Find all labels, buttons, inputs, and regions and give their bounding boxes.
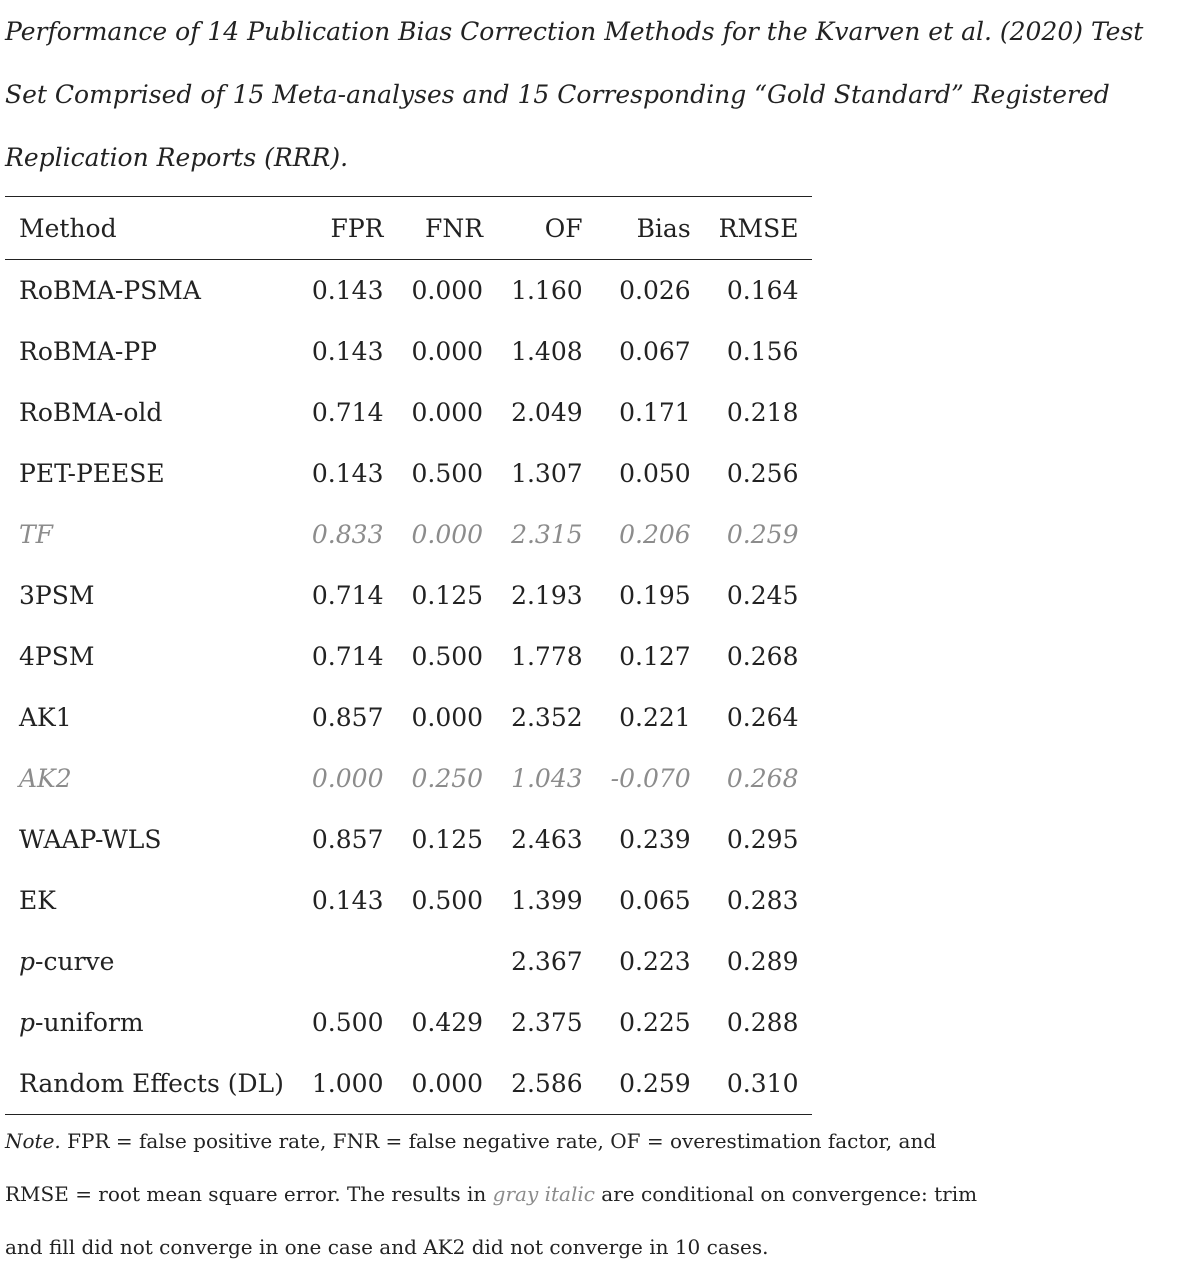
caption-line: Set Comprised of 15 Meta-analyses and 15 Corresponding “Gold Standard” Registered [5,80,1110,109]
cell-method [5,260,298,322]
cell-rmse: 0.218 [726,398,799,427]
cell-bias: -0.070 [610,764,691,793]
cell-method [5,321,298,382]
method-name: EK [19,886,56,915]
method-prefix: p [19,1008,36,1037]
cell-bias: 0.259 [619,1069,691,1098]
cell-of: 1.160 [511,276,583,305]
cell-rmse: 0.283 [726,886,799,915]
cell-rmse: 0.264 [726,703,799,732]
header-bias: Bias [636,213,691,243]
cell-of: 2.049 [511,398,583,427]
cell-fpr: 0.143 [311,886,384,915]
cell-fpr: 0.000 [311,764,384,793]
cell-bias: 0.221 [619,703,691,732]
cell-fpr: 1.000 [311,1069,384,1098]
cell-of: 2.586 [511,1069,583,1098]
cell-of: 1.408 [511,337,583,366]
cell-fpr: 0.714 [311,398,384,427]
cell-method [5,687,298,748]
cell-fnr: 0.125 [411,825,484,854]
cell-rmse: 0.256 [726,459,799,488]
cell-method [5,870,298,931]
cell-bias: 0.127 [619,642,691,671]
cell-method [5,443,298,504]
cell-fpr: 0.857 [311,703,384,732]
table-body [5,260,812,1115]
cell-rmse: 0.268 [726,642,799,671]
note-text: are conditional on convergence: trim [594,1182,978,1206]
method-prefix: p [19,947,36,976]
cell-fpr [298,931,398,992]
cell-method [5,931,298,992]
cell-of: 2.463 [511,825,583,854]
method-name: -curve [35,947,115,976]
cell-of: 2.375 [511,1008,583,1037]
cell-method [5,748,298,809]
caption-line: Performance of 14 Publication Bias Correction Methods for the Kvarven et al. (2020) Test [5,17,1144,46]
cell-method [5,1053,298,1115]
cell-bias: 0.050 [619,459,691,488]
note-line [5,1115,1191,1168]
cell-fpr: 0.143 [311,337,384,366]
cell-of: 2.352 [511,703,583,732]
table-row [5,321,812,382]
method-name: 4PSM [19,642,95,671]
header-fnr: FNR [425,213,484,243]
cell-rmse: 0.288 [726,1008,799,1037]
cell-bias: 0.067 [619,337,691,366]
cell-bias: 0.195 [619,581,691,610]
cell-rmse: 0.295 [726,825,799,854]
cell-method [5,565,298,626]
cell-fnr: 0.500 [411,642,484,671]
cell-bias: 0.065 [619,886,691,915]
cell-rmse: 0.156 [726,337,799,366]
caption-line: Replication Reports (RRR). [5,143,349,172]
cell-bias: 0.026 [619,276,691,305]
cell-rmse: 0.259 [726,520,799,549]
table-row [5,931,812,992]
cell-fnr: 0.125 [411,581,484,610]
cell-of: 2.315 [511,520,583,549]
cell-rmse: 0.164 [726,276,799,305]
header-row [5,197,812,260]
cell-bias: 0.171 [619,398,691,427]
note-label: Note. [5,1129,61,1153]
header-method: Method [19,213,117,243]
cell-fnr: 0.250 [411,764,484,793]
cell-fnr: 0.000 [411,703,484,732]
method-name: PET-PEESE [19,459,165,488]
cell-of: 1.399 [511,886,583,915]
cell-of: 1.043 [511,764,583,793]
note-line: and fill did not converge in one case and AK2 did not converge in 10 cases. [5,1235,769,1259]
cell-bias: 0.225 [619,1008,691,1037]
table-row [5,443,812,504]
cell-rmse: 0.268 [726,764,799,793]
cell-fpr: 0.500 [311,1008,384,1037]
method-name: RoBMA-PP [19,337,157,366]
method-name: RoBMA-old [19,398,163,427]
table-row [5,809,812,870]
cell-fnr: 0.000 [411,337,484,366]
cell-rmse: 0.289 [726,947,799,976]
cell-fnr: 0.500 [411,886,484,915]
cell-method [5,809,298,870]
note-text: FPR = false positive rate, FNR = false negative rate, OF = overestimation factor, and [60,1129,937,1153]
cell-of: 2.193 [511,581,583,610]
cell-fpr: 0.833 [311,520,384,549]
method-name: AK2 [19,764,72,793]
table-row [5,870,812,931]
cell-fnr: 0.500 [411,459,484,488]
method-name: 3PSM [19,581,95,610]
cell-fpr: 0.714 [311,642,384,671]
table-row [5,260,812,322]
cell-bias: 0.223 [619,947,691,976]
cell-method [5,382,298,443]
cell-method [5,626,298,687]
cell-fnr: 0.000 [411,276,484,305]
table-row [5,1053,812,1115]
cell-fpr: 0.714 [311,581,384,610]
cell-fpr: 0.857 [311,825,384,854]
table-row [5,504,812,565]
header-rmse: RMSE [718,213,799,243]
table-row [5,626,812,687]
header-fpr: FPR [330,213,384,243]
cell-bias: 0.206 [619,520,691,549]
cell-fnr: 0.000 [411,398,484,427]
table-row [5,565,812,626]
cell-method [5,992,298,1053]
results-table [5,196,812,1115]
note-gray-italic: gray italic [492,1182,595,1206]
table-note [5,1115,1191,1274]
table-row [5,748,812,809]
cell-bias: 0.239 [619,825,691,854]
cell-of: 1.307 [511,459,583,488]
table-row [5,687,812,748]
table-caption [5,0,1191,189]
cell-method [5,504,298,565]
cell-fnr: 0.000 [411,1069,484,1098]
cell-of: 2.367 [511,947,583,976]
note-text: RMSE = root mean square error. The results in [5,1182,493,1206]
cell-of: 1.778 [511,642,583,671]
cell-fnr: 0.000 [411,520,484,549]
cell-fpr: 0.143 [311,276,384,305]
method-name: AK1 [19,703,72,732]
method-name: Random Effects (DL) [19,1069,284,1098]
note-line [5,1168,1191,1221]
method-name: -uniform [35,1008,144,1037]
cell-rmse: 0.310 [726,1069,799,1098]
header-of: OF [544,213,583,243]
table-row [5,382,812,443]
cell-fnr: 0.429 [411,1008,484,1037]
cell-rmse: 0.245 [726,581,799,610]
method-name: RoBMA-PSMA [19,276,201,305]
method-name: TF [19,520,54,549]
table-row [5,992,812,1053]
cell-fpr: 0.143 [311,459,384,488]
method-name: WAAP-WLS [19,825,162,854]
cell-fnr [397,931,497,992]
